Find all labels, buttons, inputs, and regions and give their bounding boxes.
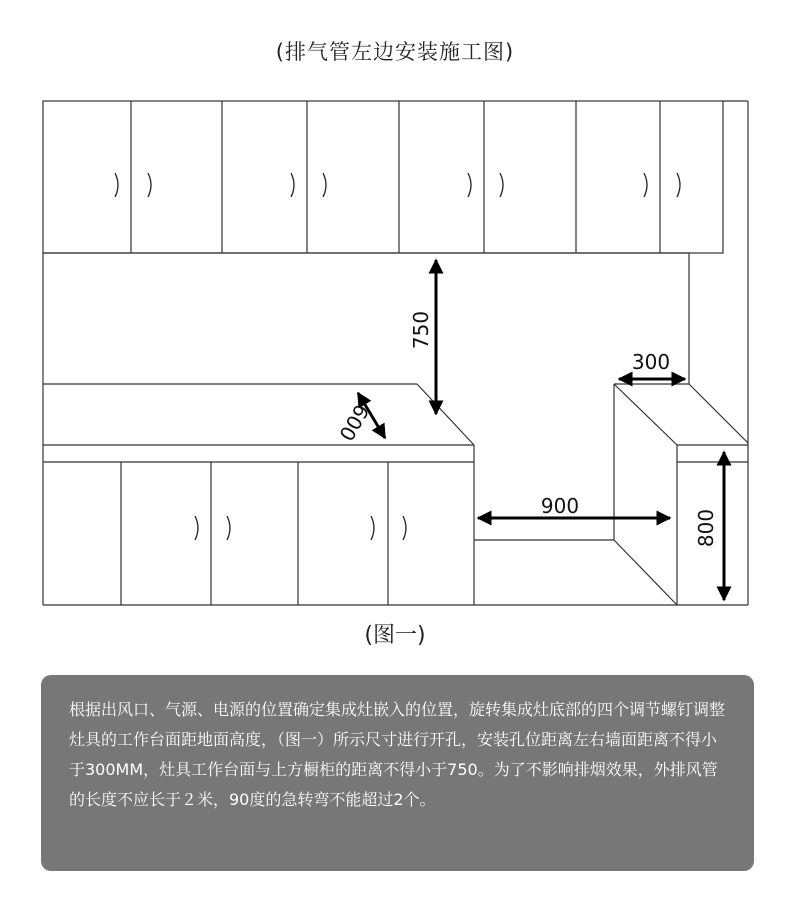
installation-note-text: 根据出风口、气源、电源的位置确定集成灶嵌入的位置，旋转集成灶底部的四个调节螺钉调整灶具的工作台面距地面高度，（图一）所示尺寸进行开孔，安装孔位距离左右墙面距离不得小于300MM，灶具工作台面与上方橱柜的距离不得小于750。为了不影响排烟效果，外排风管的长度不应长于２米，90度的急转弯不能超过2个。 [69,700,726,809]
dim-300-label: 300 [631,350,671,374]
figure-caption: (图一) [364,623,426,648]
upper-cabinets [43,101,723,253]
door-handles [115,173,680,540]
dim-900-label: 900 [540,494,580,518]
dim-750-label: 750 [409,310,433,350]
page-title: (排气管左边安装施工图) [275,40,515,64]
installation-note [41,675,754,871]
dim-600-label: 600 [334,399,375,446]
dim-800-label: 800 [694,508,718,548]
